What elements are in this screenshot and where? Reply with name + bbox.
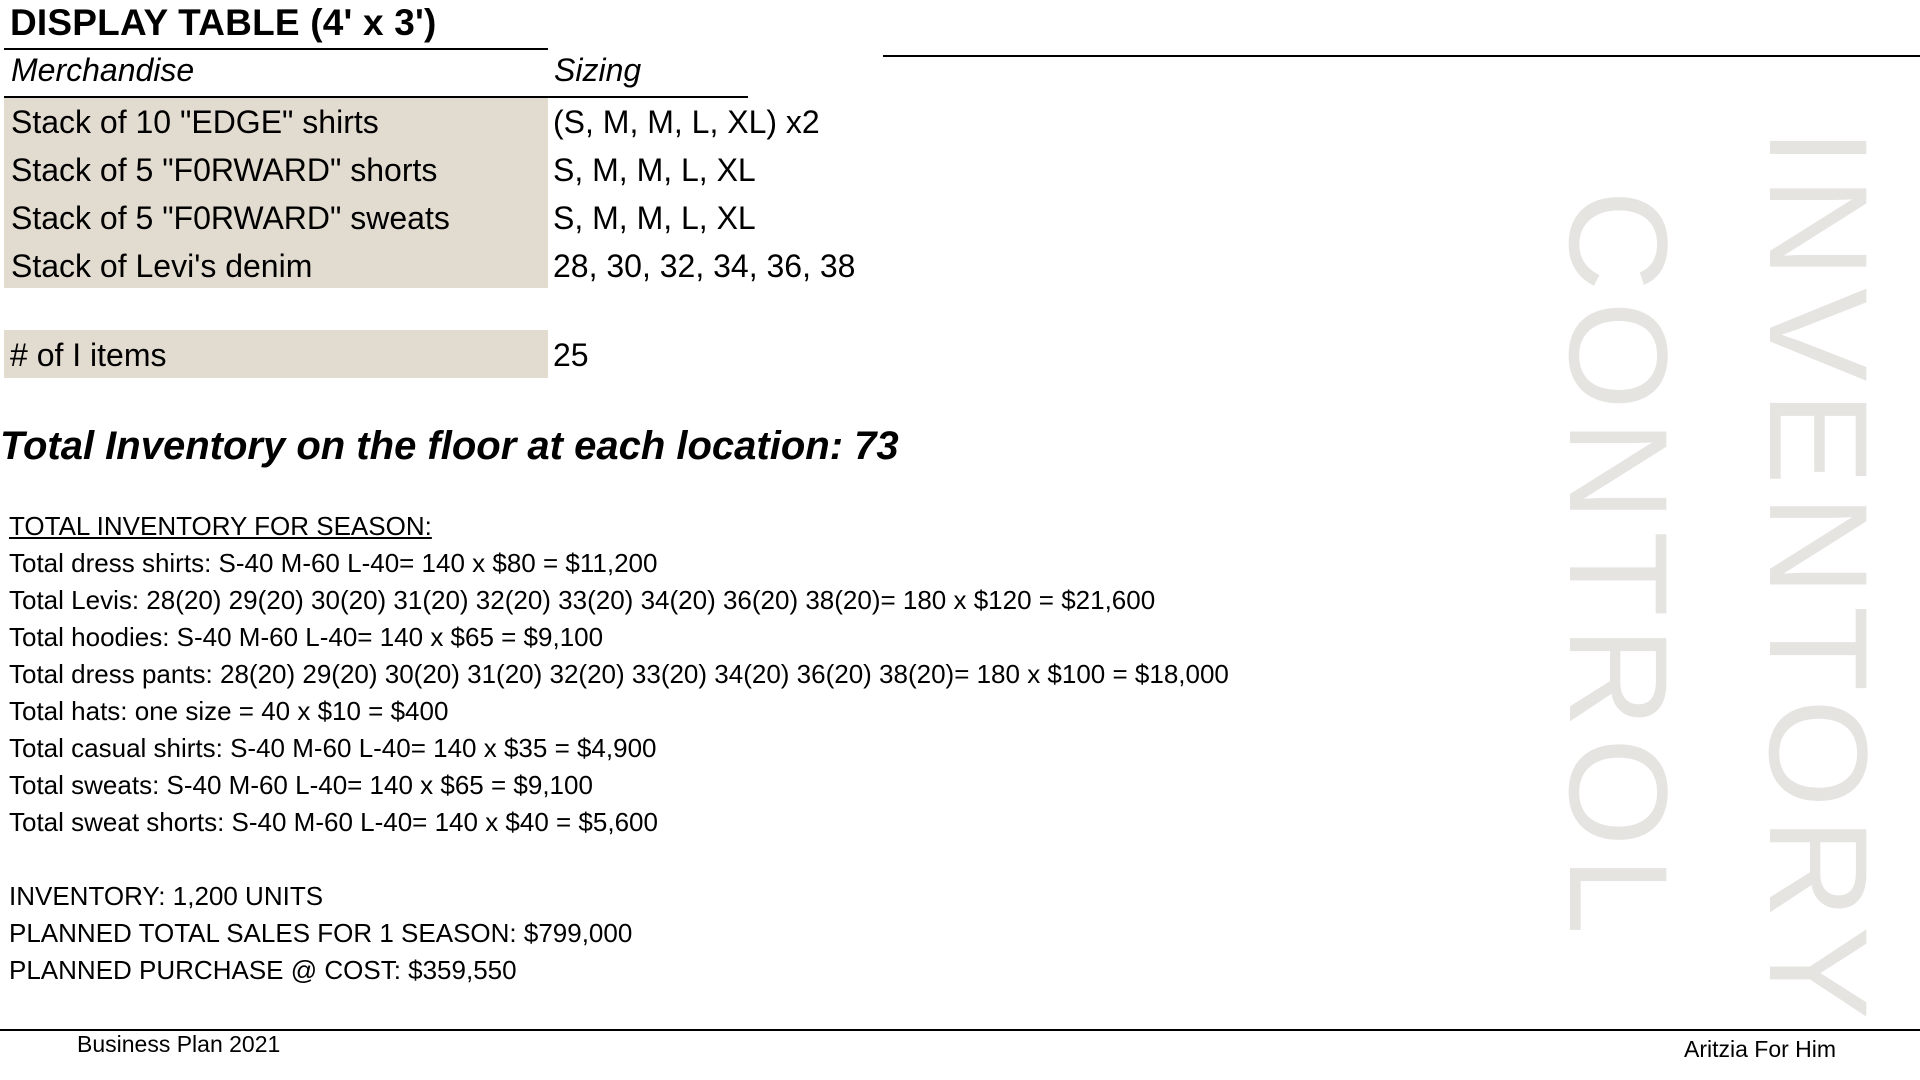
- table-row: [0, 194, 900, 242]
- table-row: [0, 242, 900, 290]
- floor-inventory-total: Total Inventory on the floor at each location: 73: [0, 424, 899, 468]
- season-line-hats: Total hats: one size = 40 x $10 = $400: [9, 696, 449, 726]
- sizing-cell: S, M, M, L, XL: [553, 152, 756, 188]
- merchandise-cell: Stack of 5 "F0RWARD" sweats: [11, 200, 450, 236]
- season-line-dress-pants: Total dress pants: 28(20) 29(20) 30(20) 31(20) 32(20) 33(20) 34(20) 36(20) 38(20)= 180 x $100 = $18,000: [9, 659, 1229, 689]
- season-heading: TOTAL INVENTORY FOR SEASON:: [9, 511, 432, 541]
- table-row: [0, 146, 900, 194]
- sizing-cell: S, M, M, L, XL: [553, 200, 756, 236]
- footer-divider: [0, 1029, 1920, 1031]
- item-count-value: 25: [553, 337, 589, 373]
- planned-purchase: PLANNED PURCHASE @ COST: $359,550: [9, 955, 517, 985]
- season-line-dress-shirts: Total dress shirts: S-40 M-60 L-40= 140 x $80 = $11,200: [9, 548, 658, 578]
- spacer: [9, 841, 1229, 878]
- inventory-units: INVENTORY: 1,200 UNITS: [9, 881, 324, 911]
- column-header-merchandise: Merchandise: [11, 52, 195, 88]
- column-header-sizing: Sizing: [554, 52, 642, 88]
- item-count-label: # of I items: [10, 337, 167, 373]
- footer-document-name: Business Plan 2021: [77, 1031, 281, 1057]
- season-line-casual-shirts: Total casual shirts: S-40 M-60 L-40= 140 x $35 = $4,900: [9, 733, 657, 763]
- side-title-inventory: INVENTORY: [1740, 128, 1897, 1030]
- footer-brand-name: Aritzia For Him: [1684, 1036, 1837, 1062]
- side-title-control: CONTROL: [1540, 190, 1697, 945]
- season-line-hoodies: Total hoodies: S-40 M-60 L-40= 140 x $65 = $9,100: [9, 622, 604, 652]
- season-line-sweat-shorts: Total sweat shorts: S-40 M-60 L-40= 140 x $40 = $5,600: [9, 807, 658, 837]
- season-line-sweats: Total sweats: S-40 M-60 L-40= 140 x $65 = $9,100: [9, 770, 593, 800]
- merchandise-cell: Stack of Levi's denim: [11, 248, 313, 284]
- sizing-cell: (S, M, M, L, XL) x2: [553, 104, 820, 140]
- season-line-levis: Total Levis: 28(20) 29(20) 30(20) 31(20) 32(20) 33(20) 34(20) 36(20) 38(20)= 180 x $120 = $21,600: [9, 585, 1156, 615]
- planned-sales: PLANNED TOTAL SALES FOR 1 SEASON: $799,000: [9, 918, 633, 948]
- season-inventory-section: [9, 508, 1229, 989]
- sizing-cell: 28, 30, 32, 34, 36, 38: [553, 248, 856, 284]
- header-divider-right: [883, 55, 1920, 57]
- merchandise-cell: Stack of 10 "EDGE" shirts: [11, 104, 379, 140]
- merchandise-cell: Stack of 5 "F0RWARD" shorts: [11, 152, 438, 188]
- table-row: [0, 98, 900, 146]
- display-table-title: DISPLAY TABLE (4' x 3'): [10, 2, 437, 43]
- title-divider: [4, 48, 548, 50]
